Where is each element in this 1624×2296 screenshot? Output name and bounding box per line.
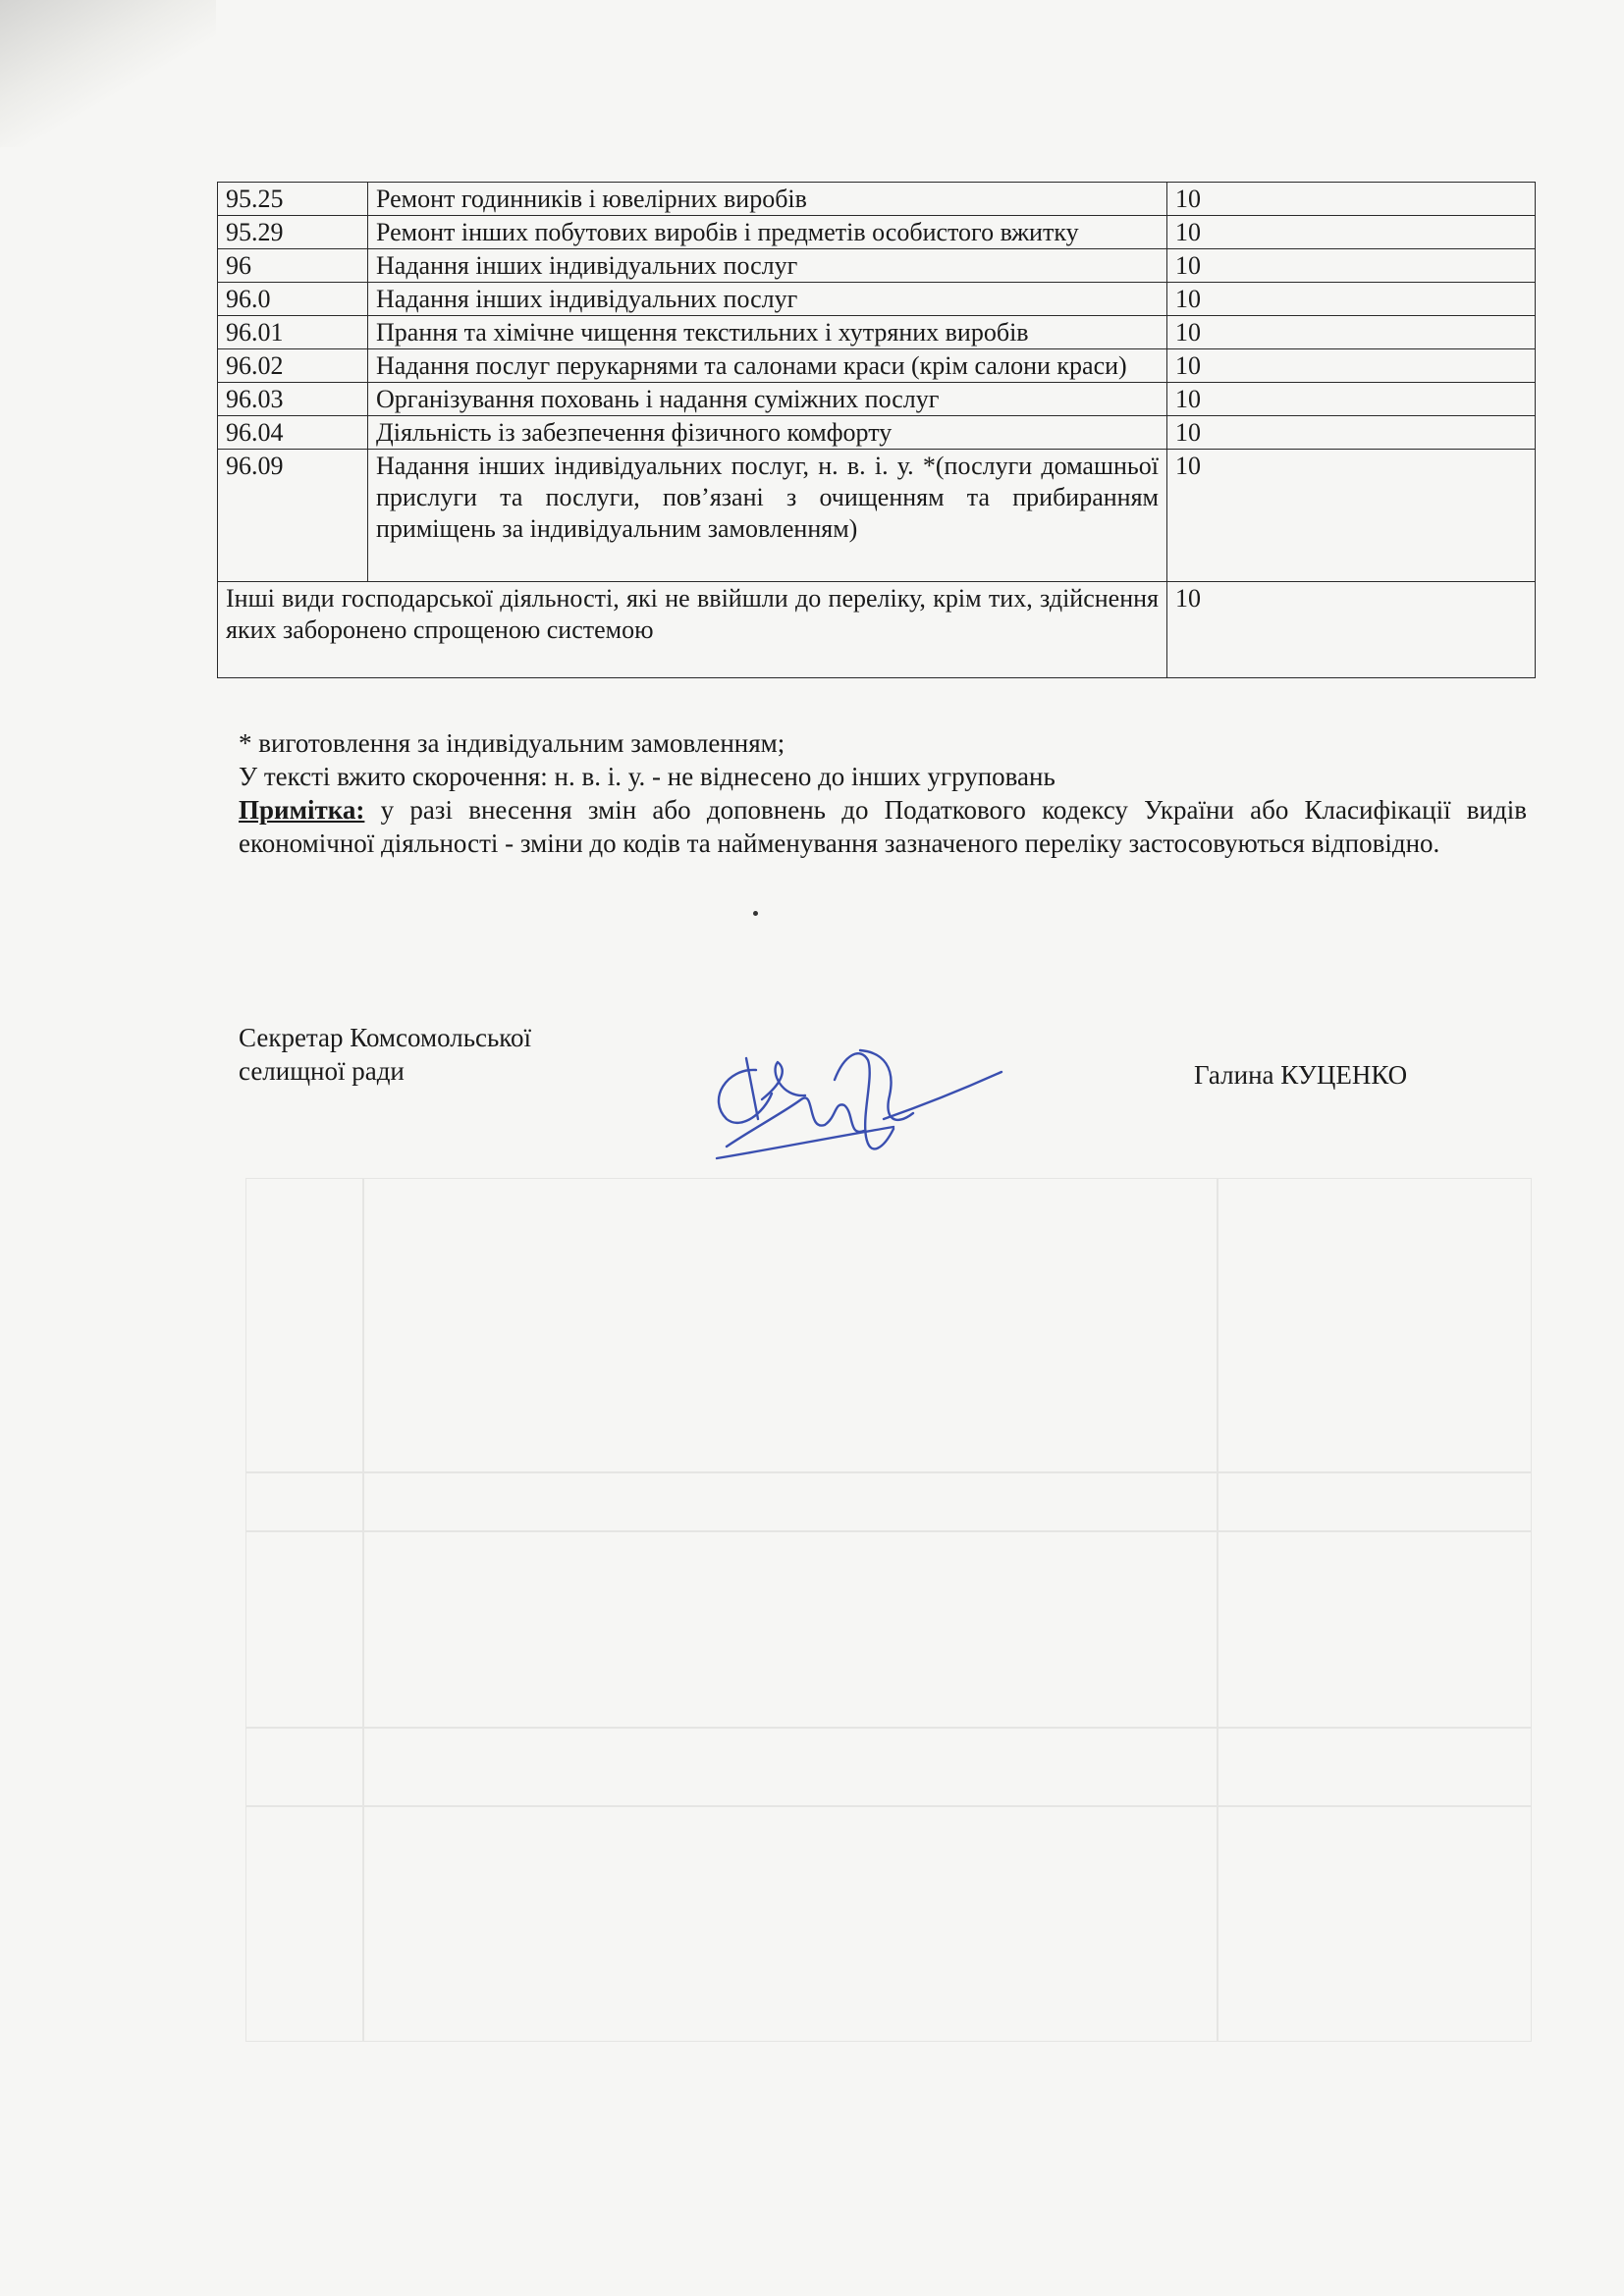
activity-code: 95.25 <box>218 183 368 216</box>
activity-code: 96.04 <box>218 416 368 450</box>
tax-rate: 10 <box>1167 450 1536 582</box>
activity-name: Ремонт інших побутових виробів і предметів особистого вжитку <box>368 216 1167 249</box>
tax-rate: 10 <box>1167 349 1536 383</box>
tax-rate: 10 <box>1167 383 1536 416</box>
activity-code: 96.02 <box>218 349 368 383</box>
activity-codes-table-wrapper <box>217 182 1536 678</box>
table-row <box>218 416 1536 450</box>
signatory-title-line2: селищної ради <box>239 1056 405 1086</box>
activity-name: Надання інших індивідуальних послуг <box>368 249 1167 283</box>
activity-code: 96 <box>218 249 368 283</box>
other-activities-text: Інші види господарської діяльності, які не ввійшли до переліку, крім тих, здійснення яких заборонено спрощеною системою <box>218 582 1167 678</box>
tax-rate: 10 <box>1167 416 1536 450</box>
signatory-title <box>239 1021 531 1088</box>
table-row <box>218 349 1536 383</box>
activity-name: Надання інших індивідуальних послуг, н. в. і. у. *(послуги домашньої прислуги та послуги, пов’язані з очищенням та прибиранням приміщень за індивідуальним замовленням) <box>368 450 1167 582</box>
activity-code: 96.01 <box>218 316 368 349</box>
other-activities-rate: 10 <box>1167 582 1536 678</box>
page-fold-shadow <box>0 0 216 147</box>
handwritten-signature <box>687 1011 1021 1178</box>
tax-rate: 10 <box>1167 183 1536 216</box>
activity-name: Прання та хімічне чищення текстильних і хутряних виробів <box>368 316 1167 349</box>
note-text: у разі внесення змін або доповнень до Податкового кодексу України або Класифікації видів економічної діяльності - зміни до кодів та найменування зазначеного переліку застосовуються відповідно. <box>239 795 1527 858</box>
signatory-name: Галина КУЦЕНКО <box>1194 1060 1408 1090</box>
note-label: Примітка: <box>239 795 365 825</box>
table-row <box>218 450 1536 582</box>
activity-name: Надання інших індивідуальних послуг <box>368 283 1167 316</box>
activity-name: Надання послуг перукарнями та салонами краси (крім салони краси) <box>368 349 1167 383</box>
activity-name: Ремонт годинників і ювелірних виробів <box>368 183 1167 216</box>
tax-rate: 10 <box>1167 216 1536 249</box>
abbreviation-text: У тексті вжито скорочення: н. в. і. у. - не віднесено до інших угруповань <box>239 762 1056 791</box>
footnote-text: * виготовлення за індивідуальним замовленням; <box>239 728 785 758</box>
table-row <box>218 249 1536 283</box>
notes-section <box>239 726 1527 860</box>
activity-code: 96.09 <box>218 450 368 582</box>
table-row <box>218 283 1536 316</box>
bleed-through-table <box>245 1178 1532 2042</box>
tax-rate: 10 <box>1167 283 1536 316</box>
note-paragraph <box>239 793 1527 860</box>
table-row <box>218 216 1536 249</box>
activity-codes-table <box>217 182 1536 678</box>
table-row-other-activities <box>218 582 1536 678</box>
table-row <box>218 183 1536 216</box>
table-row <box>218 316 1536 349</box>
activity-code: 95.29 <box>218 216 368 249</box>
tax-rate: 10 <box>1167 316 1536 349</box>
activity-code: 96.03 <box>218 383 368 416</box>
activity-name: Діяльність із забезпечення фізичного комфорту <box>368 416 1167 450</box>
activity-name: Організування поховань і надання суміжних послуг <box>368 383 1167 416</box>
signatory-title-line1: Секретар Комсомольської <box>239 1023 532 1052</box>
stray-dot <box>753 911 758 916</box>
activity-code: 96.0 <box>218 283 368 316</box>
tax-rate: 10 <box>1167 249 1536 283</box>
table-row <box>218 383 1536 416</box>
